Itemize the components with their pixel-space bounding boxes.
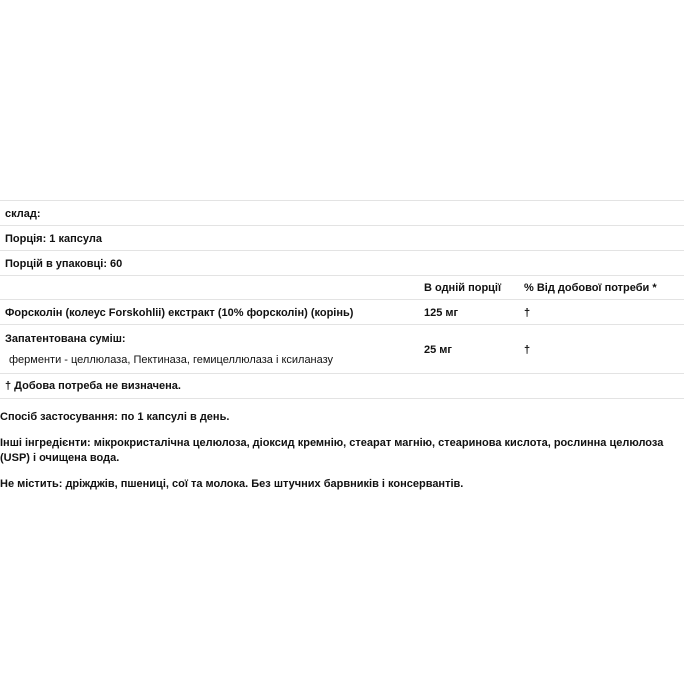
- serving-size: Порція: 1 капсула: [5, 233, 102, 245]
- blend-components: ферменти - целлюлаза, Пектиназа, гемицеллюлаза і ксиланазу: [9, 354, 334, 366]
- other-ingredients: Інші інгредієнти: мікрокристалічна целюлоза, діоксид кремнію, стеарат магнію, стеаринова кислота, рослинна целюлоза (USP) і очищена вода.: [0, 437, 664, 464]
- composition-label: склад:: [5, 208, 41, 220]
- ingredient-daily-value: †: [524, 307, 531, 319]
- blend-amount: 25 мг: [424, 344, 453, 356]
- serving-size-row: [0, 225, 684, 250]
- servings-per-container: Порцій в упаковці: 60: [5, 258, 123, 270]
- usage-directions: Спосіб застосування: по 1 капсулі в день.: [0, 411, 230, 423]
- blend-daily-value: †: [524, 344, 531, 356]
- daily-value-footnote: † Добова потреба не визначена.: [5, 380, 181, 392]
- proprietary-blend-row: [0, 324, 684, 373]
- composition-row: [0, 200, 684, 225]
- ingredient-name: Форсколін (колеус Forskohlii) екстракт (10% форсколін) (корінь): [5, 307, 354, 319]
- table-header-row: [0, 275, 684, 299]
- does-not-contain: Не містить: дріжджів, пшениці, сої та молока. Без штучних барвників і консервантів.: [0, 478, 464, 490]
- daily-value-header: % Від добової потреби *: [524, 282, 657, 294]
- footnote-row: [0, 373, 684, 399]
- product-notes: [0, 410, 684, 503]
- supplement-facts-table: [0, 200, 684, 399]
- blend-name: Запатентована суміш:: [5, 333, 126, 345]
- per-serving-header: В одній порції: [424, 282, 502, 294]
- table-row: [0, 299, 684, 324]
- ingredient-amount: 125 мг: [424, 307, 459, 319]
- servings-per-container-row: [0, 250, 684, 275]
